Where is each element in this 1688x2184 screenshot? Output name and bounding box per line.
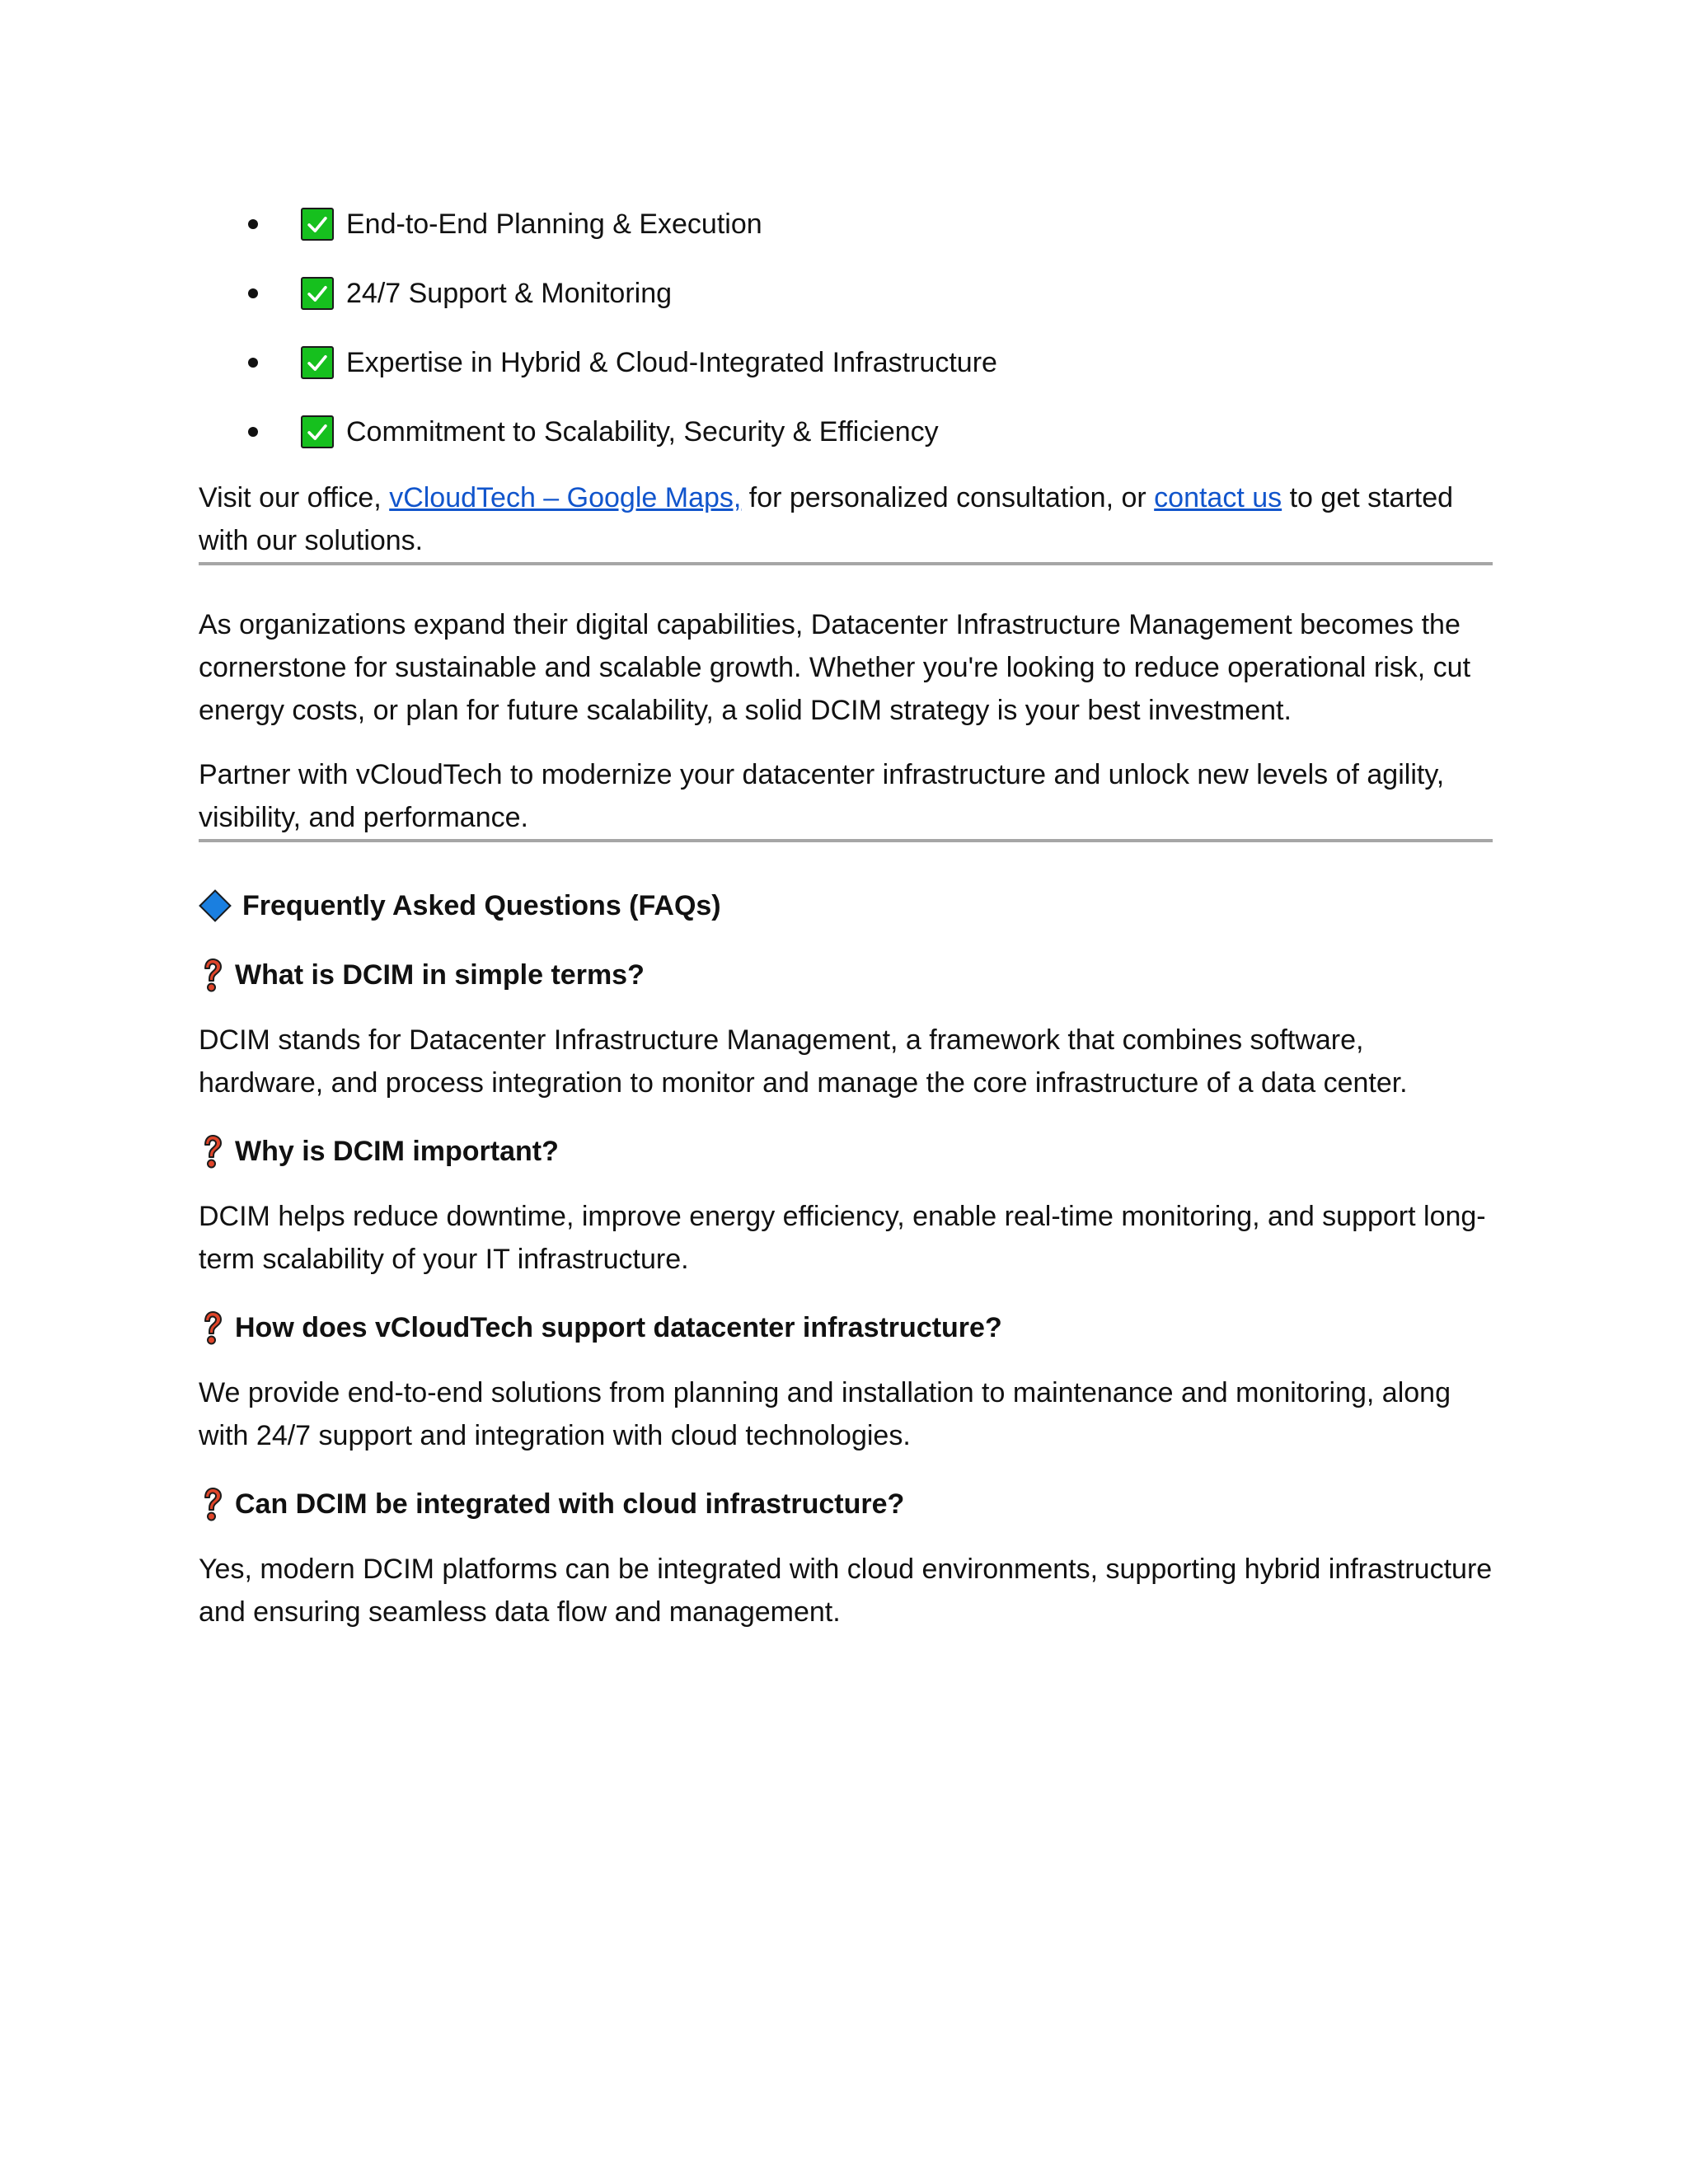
- faq-answer: We provide end-to-end solutions from planning and installation to maintenance and monitoring, along with 24/7 support and integration with cloud technologies.: [199, 1377, 1451, 1451]
- bullet-dot: [248, 358, 258, 368]
- faq-question: [199, 1307, 1493, 1348]
- red-question-mark-icon: [199, 1486, 225, 1522]
- visit-middle: for personalized consultation, or: [741, 482, 1155, 513]
- visit-prefix: Visit our office,: [199, 482, 390, 513]
- feature-label: 24/7 Support & Monitoring: [346, 277, 673, 309]
- list-item: [199, 397, 1493, 466]
- faq-question-text: How does vCloudTech support datacenter infrastructure?: [235, 1311, 1002, 1343]
- list-item: [199, 190, 1493, 259]
- bullet-dot: [248, 427, 258, 437]
- feature-list: [199, 190, 1493, 466]
- faq-heading-text: Frequently Asked Questions (FAQs): [242, 889, 721, 921]
- section-divider: [199, 562, 1493, 565]
- faq-answer: DCIM helps reduce downtime, improve energy efficiency, enable real-time monitoring, and support long-term scalability of your IT infrastructure.: [199, 1201, 1486, 1275]
- red-question-mark-icon: [199, 1310, 225, 1346]
- document-page: [199, 190, 1493, 1633]
- faq-question-text: What is DCIM in simple terms?: [235, 958, 645, 991]
- list-item: [199, 259, 1493, 328]
- faq-answer: DCIM stands for Datacenter Infrastructure Management, a framework that combines software, hardware, and process integration to monitor and manage the core infrastructure of a data center.: [199, 1024, 1408, 1099]
- faq-answer: Yes, modern DCIM platforms can be integrated with cloud environments, supporting hybrid infrastructure and ensuring seamless data flow and management.: [199, 1554, 1493, 1628]
- partner-paragraph: Partner with vCloudTech to modernize your datacenter infrastructure and unlock new levels of agility, visibility, and performance.: [199, 759, 1445, 833]
- faq-question: [199, 1131, 1493, 1172]
- faq-question-text: Can DCIM be integrated with cloud infrastructure?: [235, 1488, 905, 1520]
- faq-heading: [199, 885, 1493, 926]
- bullet-dot: [248, 219, 258, 229]
- google-maps-link[interactable]: vCloudTech – Google Maps,: [389, 482, 742, 513]
- section-divider: [199, 839, 1493, 842]
- blue-diamond-icon: [199, 889, 232, 922]
- conclusion-paragraph: As organizations expand their digital capabilities, Datacenter Infrastructure Management becomes the cornerstone for sustainable and scalable growth. Whether you're looking to reduce operational risk, cut energy costs, or plan for future scalability, a solid DCIM strategy is your best investment.: [199, 609, 1471, 726]
- check-mark-box-icon: [301, 415, 334, 448]
- check-mark-box-icon: [301, 208, 334, 241]
- check-mark-box-icon: [301, 277, 334, 310]
- faq-question: [199, 954, 1493, 996]
- list-item: [199, 328, 1493, 397]
- feature-label: Commitment to Scalability, Security & Efficiency: [346, 415, 939, 448]
- faq-question-text: Why is DCIM important?: [235, 1135, 559, 1167]
- visit-office-paragraph: [199, 476, 1493, 562]
- bullet-dot: [248, 288, 258, 298]
- contact-us-link[interactable]: contact us: [1154, 482, 1282, 513]
- visit-suffix: to get started with our solutions.: [199, 482, 1454, 556]
- red-question-mark-icon: [199, 1133, 225, 1169]
- check-mark-box-icon: [301, 346, 334, 379]
- feature-label: Expertise in Hybrid & Cloud-Integrated Infrastructure: [346, 346, 997, 378]
- faq-question: [199, 1483, 1493, 1525]
- red-question-mark-icon: [199, 957, 225, 993]
- feature-label: End-to-End Planning & Execution: [346, 208, 762, 240]
